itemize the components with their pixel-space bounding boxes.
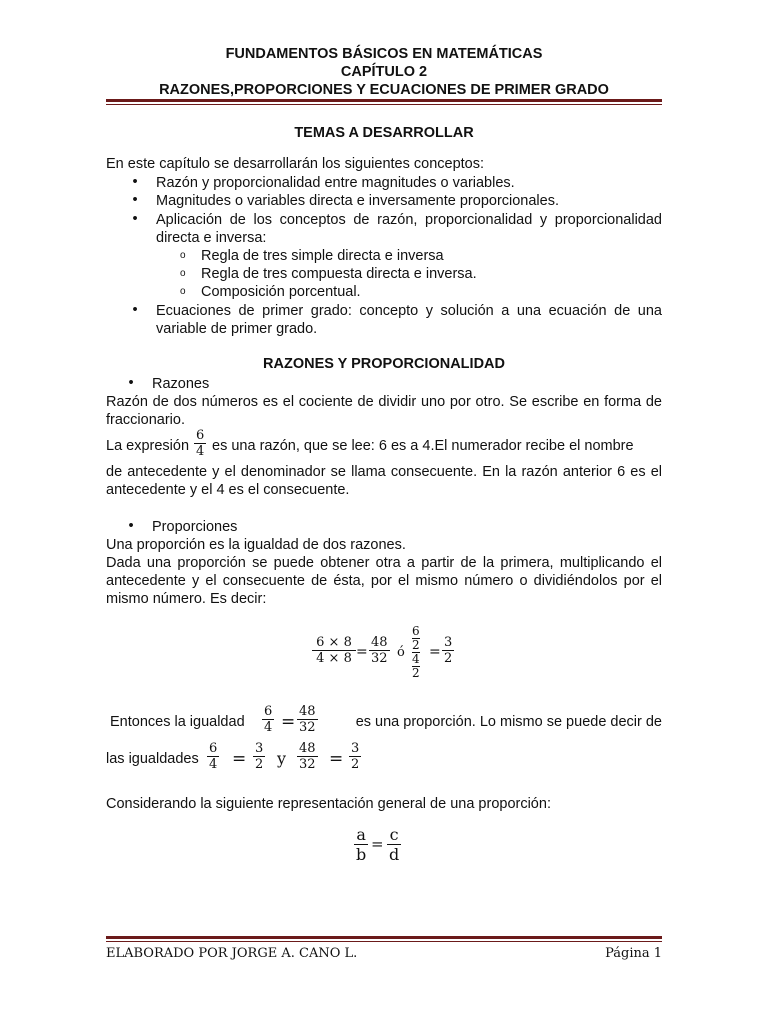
equals-sign: = (429, 644, 441, 660)
bullet-dot: • (132, 174, 138, 190)
header-rule-thick (106, 99, 662, 102)
bullet-dot: • (132, 302, 138, 318)
sub-bullet-circle: o (180, 268, 186, 279)
fraction-a-b (354, 825, 368, 864)
proporciones-label: Proporciones (152, 519, 238, 535)
expression-continuation: de antecedente y el denominador se llama consecuente. En la razón anterior 6 es el antecedente y el 4 es el consecuente. (106, 464, 662, 498)
numerator: 48 (299, 741, 316, 756)
denominator: d (389, 845, 400, 864)
numerator: 6 × 8 (316, 635, 352, 650)
fraction-c-d (387, 825, 401, 864)
numerator: a (356, 825, 366, 844)
numerator: 48 (299, 704, 316, 719)
numerator: c (389, 825, 399, 844)
denominator: 32 (371, 651, 388, 666)
denominator: 4 (264, 720, 273, 735)
denominator: 32 (299, 720, 316, 735)
denominator: 4 (209, 757, 218, 772)
denominator: b (356, 845, 367, 864)
proporcion-text: Dada una proporción se puede obtener otra a partir de la primera, multiplicando el antecedente y el consecuente de ésta, por el mismo número o dividiéndolos por el mismo número. Es decir: (106, 555, 662, 607)
numerator: 6 (196, 428, 205, 443)
denominator: 4 (196, 444, 205, 459)
entonces-suffix: es una proporción. Lo mismo se puede decir de (355, 714, 662, 730)
footer-rule-thin (106, 941, 662, 942)
bullet-dot: • (132, 211, 138, 227)
igualdades-prefix: las igualdades (106, 751, 199, 767)
numerator: 3 (255, 741, 264, 756)
entonces-prefix: Entonces la igualdad (110, 714, 245, 730)
header-title: FUNDAMENTOS BÁSICOS EN MATEMÁTICAS (225, 46, 543, 62)
proporcion-definition: Una proporción es la igualdad de dos razones. (106, 537, 406, 553)
fraction-3-2 (349, 741, 361, 772)
fraction-3-2 (442, 635, 454, 666)
topic-item: Razón y proporcionalidad entre magnitudes o variables. (156, 175, 515, 191)
numerator: 3 (351, 741, 360, 756)
fraction-48-32 (369, 635, 390, 666)
topic-item: Aplicación de los conceptos de razón, proporcionalidad y proporcionalidad directa e inversa: (156, 212, 662, 246)
fraction-48-32 (297, 741, 318, 772)
compound-fraction (412, 625, 420, 680)
header-subtitle: RAZONES,PROPORCIONES Y ECUACIONES DE PRIMER GRADO (159, 82, 609, 98)
subtopic-item: Composición porcentual. (201, 284, 361, 300)
numerator: 48 (371, 635, 388, 650)
numerator: 6 2 (412, 624, 420, 652)
bullet-dot: • (128, 375, 134, 391)
topic-item: Magnitudes o variables directa e inversamente proporcionales. (156, 193, 559, 209)
razones-label: Razones (152, 376, 210, 392)
numerator: 6 (209, 741, 218, 756)
footer-rule-thick (106, 936, 662, 939)
expression-suffix: es una razón, que se lee: 6 es a 4.El numerador recibe el nombre (212, 438, 634, 454)
sub-bullet-circle: o (180, 286, 186, 297)
header-rule-thin (106, 104, 662, 105)
equals-sign: = (329, 749, 344, 769)
fraction-3-2 (253, 741, 265, 772)
fraction-6-4 (207, 741, 219, 772)
expression-prefix: La expresión (106, 438, 190, 454)
equals-sign: = (281, 712, 296, 732)
fraction-48-32 (297, 704, 318, 735)
denominator: 4 × 8 (312, 650, 356, 666)
razones-definition: Razón de dos números es el cociente de dividir uno por otro. Se escribe en forma de fraccionario. (106, 394, 662, 428)
numerator: 3 (444, 635, 453, 650)
intro-text: En este capítulo se desarrollarán los siguientes conceptos: (106, 156, 485, 172)
footer-author: ELABORADO POR JORGE A. CANO L. (106, 946, 358, 961)
denominator: 32 (299, 757, 316, 772)
section-title-razones: RAZONES Y PROPORCIONALIDAD (263, 356, 505, 372)
numerator: 6 (264, 704, 273, 719)
bullet-dot: • (128, 518, 134, 534)
fraction-6-4 (194, 428, 206, 459)
fraction-6-4 (262, 704, 274, 735)
subtopic-item: Regla de tres compuesta directa e inversa. (201, 266, 477, 282)
denominator: 2 (351, 757, 360, 772)
denominator: 4 2 (412, 652, 420, 680)
fraction-6x8-4x8 (312, 635, 356, 666)
topic-item: Ecuaciones de primer grado: concepto y solución a una ecuación de una variable de primer grado. (156, 303, 662, 337)
equals-sign: = (371, 835, 384, 853)
footer-page-number: Página 1 (605, 946, 662, 961)
subtopic-item: Regla de tres simple directa e inversa (201, 248, 444, 264)
section-title-temas: TEMAS A DESARROLLAR (294, 125, 474, 141)
bullet-dot: • (132, 192, 138, 208)
denominator: 2 (255, 757, 264, 772)
header-chapter: CAPÍTULO 2 (340, 64, 428, 80)
and-word: y (277, 749, 287, 768)
considerando-text: Considerando la siguiente representación general de una proporción: (106, 796, 551, 812)
or-word: ó (397, 645, 405, 660)
denominator: 2 (444, 651, 453, 666)
sub-bullet-circle: o (180, 250, 186, 261)
equals-sign: = (356, 644, 368, 660)
equals-sign: = (232, 749, 247, 769)
